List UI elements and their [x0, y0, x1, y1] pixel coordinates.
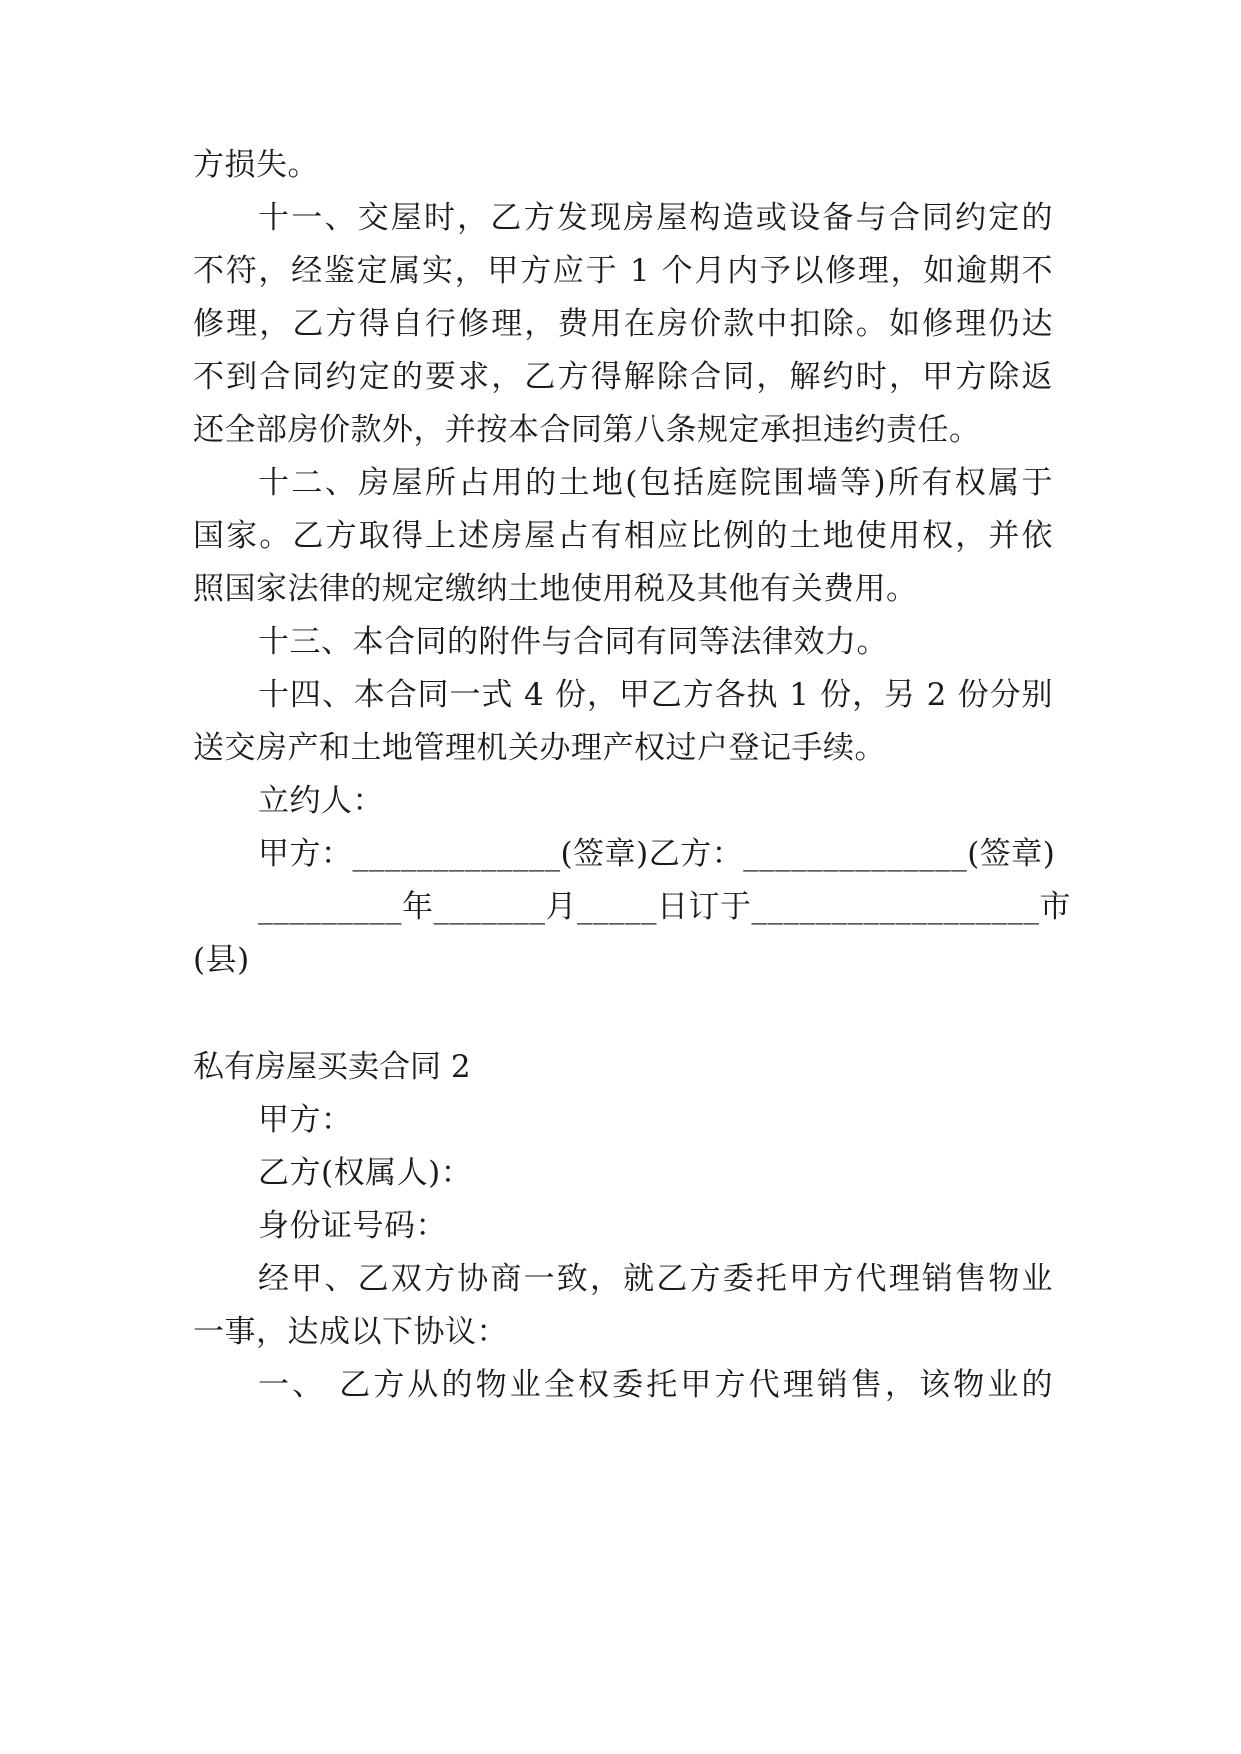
clause-12-line: 照国家法律的规定缴纳土地使用税及其他有关费用。	[193, 571, 918, 607]
date-place-line: _________年_______月_____日订于__________________市	[258, 889, 1071, 925]
agreement-intro-line: 经甲、乙双方协商一致，就乙方委托甲方代理销售物业	[258, 1261, 1053, 1297]
party-b-label: 乙方(权属人)：	[258, 1155, 473, 1191]
clause-11-line: 修理，乙方得自行修理，费用在房价款中扣除。如修理仍达	[193, 306, 1053, 342]
id-number-label: 身份证号码：	[258, 1208, 447, 1244]
section-title: 私有房屋买卖合同 2	[193, 1049, 471, 1085]
paragraph-line: 方损失。	[193, 147, 319, 183]
clause-11-line: 还全部房价款外，并按本合同第八条规定承担违约责任。	[193, 412, 981, 448]
signature-line: 甲方：_____________(签章)乙方：______________(签章)	[258, 836, 1056, 872]
clause-11-line: 十一、交屋时，乙方发现房屋构造或设备与合同约定的	[258, 200, 1053, 236]
agreement-intro-line: 一事，达成以下协议：	[193, 1314, 508, 1350]
clause-12-line: 十二、房屋所占用的土地(包括庭院围墙等)所有权属于	[258, 465, 1053, 501]
clause-13-line: 十三、本合同的附件与合同有同等法律效力。	[258, 624, 888, 660]
county-line: (县)	[193, 942, 250, 978]
clause-1-line: 一、 乙方从的物业全权委托甲方代理销售，该物业的	[258, 1367, 1053, 1403]
clause-12-line: 国家。乙方取得上述房屋占有相应比例的土地使用权，并依	[193, 518, 1053, 554]
party-a-label: 甲方：	[258, 1102, 353, 1138]
signatories-label: 立约人：	[258, 783, 384, 819]
clause-14-line: 十四、本合同一式 4 份，甲乙方各执 1 份，另 2 份分别	[258, 677, 1053, 713]
clause-11-line: 不符，经鉴定属实，甲方应于 1 个月内予以修理，如逾期不	[193, 253, 1053, 289]
clause-11-line: 不到合同约定的要求，乙方得解除合同，解约时，甲方除返	[193, 359, 1053, 395]
clause-14-line: 送交房产和土地管理机关办理产权过户登记手续。	[193, 730, 886, 766]
